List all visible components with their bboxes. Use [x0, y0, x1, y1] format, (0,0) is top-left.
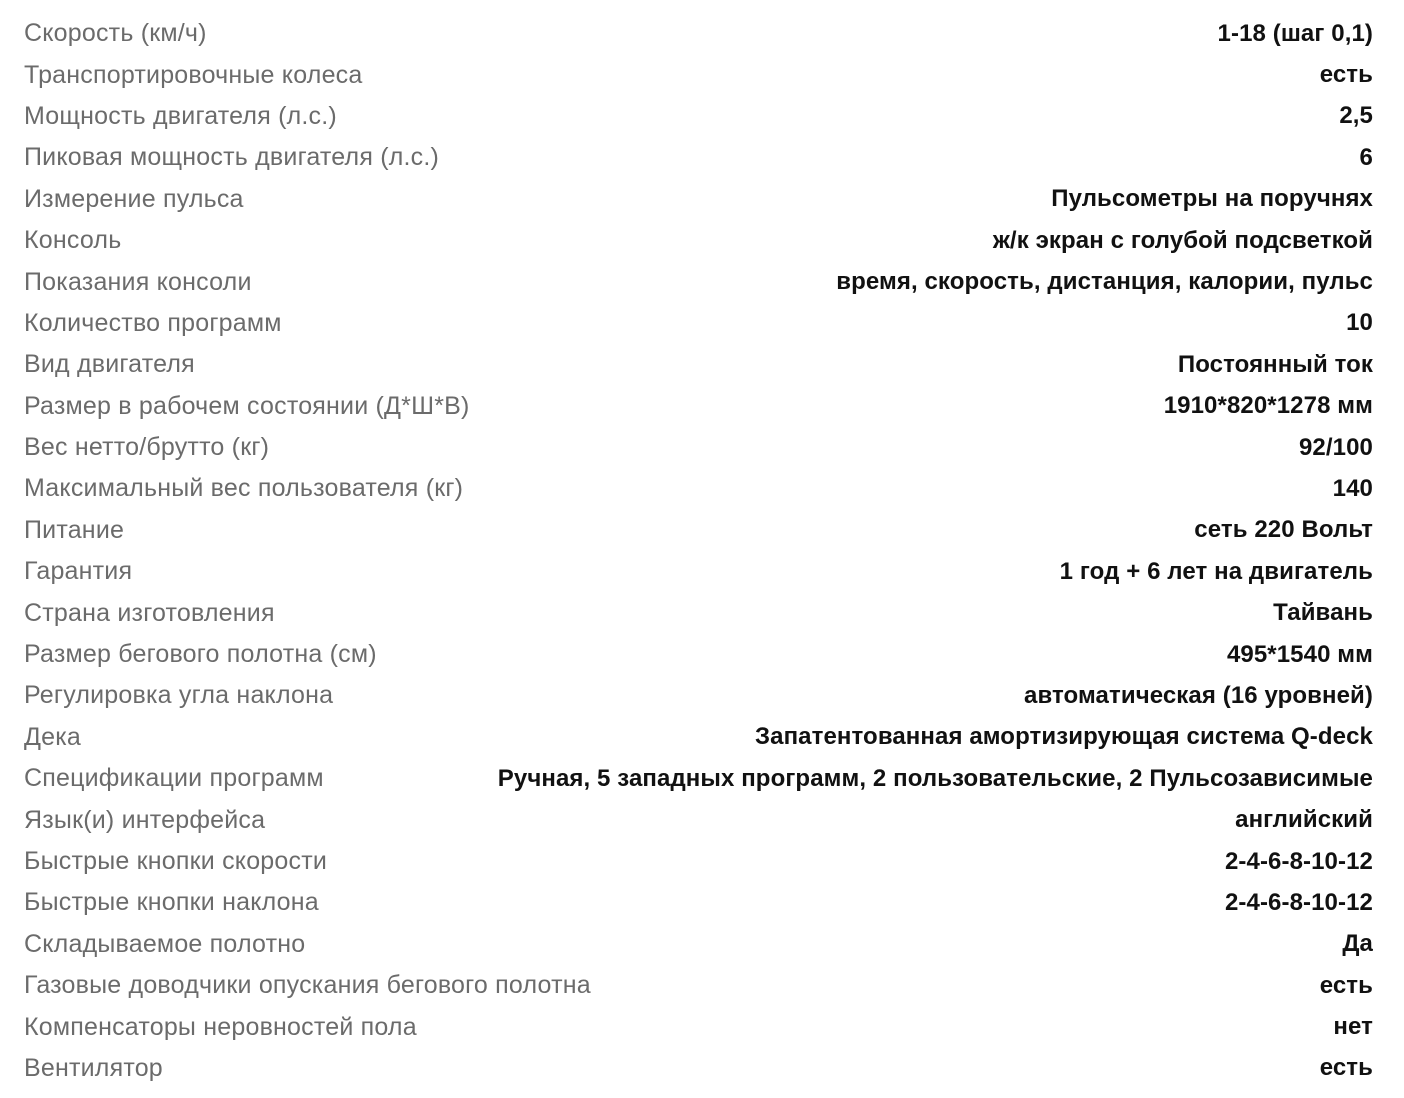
spec-row-console-readings [24, 261, 1373, 302]
spec-label: Мощность двигателя (л.с.) [24, 101, 337, 130]
spec-value: 92/100 [1298, 433, 1373, 461]
spec-label: Размер в рабочем состоянии (Д*Ш*В) [24, 391, 470, 420]
spec-value: 495*1540 мм [1226, 640, 1373, 668]
spec-row-deck [24, 717, 1373, 758]
spec-label: Консоль [24, 226, 122, 255]
spec-label: Скорость (км/ч) [24, 19, 207, 48]
spec-value: 140 [1332, 474, 1373, 502]
spec-row-incline-adjustment [24, 675, 1373, 716]
spec-row-program-count [24, 303, 1373, 344]
spec-value: есть [1319, 61, 1373, 89]
spec-label: Измерение пульса [24, 184, 244, 213]
spec-value: 10 [1346, 309, 1373, 337]
spec-label: Максимальный вес пользователя (кг) [24, 474, 464, 503]
spec-value: автоматическая (16 уровней) [1024, 681, 1373, 709]
spec-label: Питание [24, 515, 125, 544]
spec-label: Спецификации программ [24, 764, 324, 793]
spec-row-foldable [24, 924, 1373, 965]
spec-value: Постоянный ток [1177, 350, 1373, 378]
spec-row-weight [24, 427, 1373, 468]
spec-row-speed [24, 13, 1373, 54]
spec-row-working-size [24, 386, 1373, 427]
spec-row-max-user-weight [24, 468, 1373, 509]
spec-value: Запатентованная амортизирующая система Q-deck [755, 723, 1373, 751]
spec-label: Быстрые кнопки скорости [24, 847, 328, 875]
spec-row-program-specs [24, 758, 1373, 799]
spec-value: Тайвань [1273, 599, 1373, 627]
spec-label: Вид двигателя [24, 350, 195, 379]
spec-row-fan [24, 1048, 1373, 1089]
spec-label: Вентилятор [24, 1053, 163, 1082]
spec-value: 1910*820*1278 мм [1163, 392, 1373, 420]
spec-value: время, скорость, дистанция, калории, пульс [836, 268, 1373, 296]
spec-row-motor-type [24, 344, 1373, 385]
spec-value: Да [1342, 930, 1373, 958]
spec-row-incline-quick-keys [24, 882, 1373, 923]
spec-value: есть [1319, 971, 1373, 999]
spec-value: нет [1333, 1013, 1373, 1041]
spec-label: Газовые доводчики опускания бегового полотна [24, 971, 591, 1000]
spec-value: Пульсометры на поручнях [1051, 185, 1373, 213]
specifications-table [24, 13, 1373, 1089]
spec-row-interface-language [24, 799, 1373, 840]
spec-row-console [24, 220, 1373, 261]
spec-value: сеть 220 Вольт [1194, 516, 1373, 544]
spec-label: Размер бегового полотна (см) [24, 640, 377, 669]
spec-label: Быстрые кнопки наклона [24, 888, 319, 917]
spec-row-country [24, 592, 1373, 633]
spec-row-peak-motor-power [24, 137, 1373, 178]
spec-value: 2,5 [1339, 102, 1373, 130]
spec-label: Количество программ [24, 308, 282, 337]
spec-value: 1-18 (шаг 0,1) [1217, 19, 1373, 47]
spec-label: Вес нетто/брутто (кг) [24, 433, 270, 462]
spec-value: 6 [1359, 143, 1373, 171]
spec-value: английский [1235, 806, 1373, 834]
spec-value: ж/к экран с голубой подсветкой [992, 226, 1373, 254]
spec-label: Показания консоли [24, 267, 252, 296]
spec-value: Ручная, 5 западных программ, 2 пользовательские, 2 Пульсозависимые [497, 764, 1373, 792]
spec-label: Компенсаторы неровностей пола [24, 1012, 417, 1041]
spec-label: Дека [24, 722, 82, 751]
spec-row-warranty [24, 551, 1373, 592]
spec-row-motor-power [24, 96, 1373, 137]
spec-row-belt-size [24, 634, 1373, 675]
spec-label: Транспортировочные колеса [24, 60, 363, 89]
spec-row-speed-quick-keys [24, 841, 1373, 882]
spec-row-power-supply [24, 510, 1373, 551]
spec-label: Гарантия [24, 557, 133, 586]
spec-value: есть [1319, 1054, 1373, 1082]
spec-label: Язык(и) интерфейса [24, 805, 266, 834]
spec-label: Пиковая мощность двигателя (л.с.) [24, 143, 440, 172]
spec-row-gas-shocks [24, 965, 1373, 1006]
spec-row-floor-levelers [24, 1006, 1373, 1047]
spec-value: 2-4-6-8-10-12 [1224, 847, 1373, 875]
spec-label: Регулировка угла наклона [24, 681, 334, 710]
spec-label: Складываемое полотно [24, 929, 306, 958]
spec-label: Страна изготовления [24, 598, 275, 627]
spec-row-pulse-measurement [24, 179, 1373, 220]
spec-value: 1 год + 6 лет на двигатель [1059, 557, 1373, 585]
spec-value: 2-4-6-8-10-12 [1224, 888, 1373, 916]
spec-row-transport-wheels [24, 54, 1373, 95]
